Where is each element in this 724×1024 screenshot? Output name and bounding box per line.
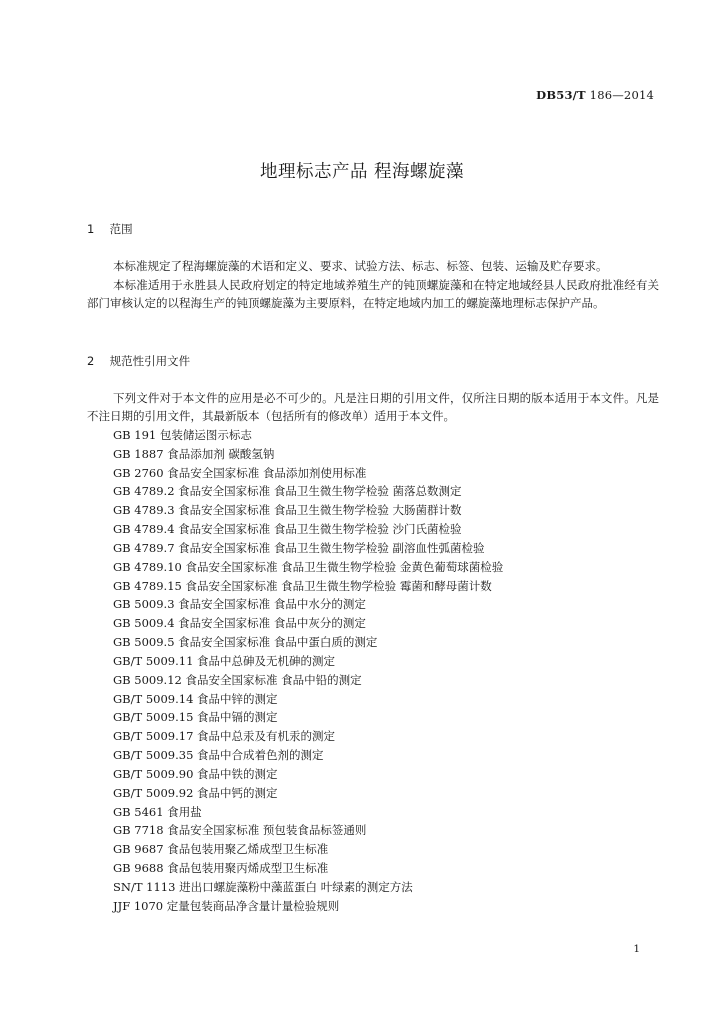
page-number: 1: [633, 943, 640, 955]
reference-item: GB 5009.12 食品安全国家标准 食品中铅的测定: [113, 672, 362, 687]
document-code-number: 186—2014: [589, 88, 654, 102]
reference-item: GB 4789.3 食品安全国家标准 食品卫生微生物学检验 大肠菌群计数: [113, 503, 462, 518]
section-1-title: 范围: [109, 222, 133, 236]
reference-item: GB 5461 食用盐: [113, 804, 202, 819]
document-code-prefix: DB53/T: [536, 88, 586, 102]
reference-item: JJF 1070 定量包装商品净含量计量检验规则: [113, 898, 340, 913]
reference-item: GB 5009.3 食品安全国家标准 食品中水分的测定: [113, 597, 366, 612]
reference-item: GB/T 5009.14 食品中锌的测定: [113, 691, 278, 706]
reference-item: SN/T 1113 进出口螺旋藻粉中藻蓝蛋白 叶绿素的测定方法: [113, 879, 413, 894]
section-1-heading: [87, 221, 133, 237]
reference-item: GB/T 5009.15 食品中镉的测定: [113, 710, 278, 725]
reference-item: GB 4789.4 食品安全国家标准 食品卫生微生物学检验 沙门氏菌检验: [113, 522, 462, 537]
section-2-number: 2: [87, 354, 95, 368]
reference-item: GB 4789.10 食品安全国家标准 食品卫生微生物学检验 金黄色葡萄球菌检验: [113, 559, 504, 574]
reference-item: GB/T 5009.17 食品中总汞及有机汞的测定: [113, 729, 336, 744]
section-2-title: 规范性引用文件: [109, 354, 191, 368]
reference-item: GB 4789.7 食品安全国家标准 食品卫生微生物学检验 副溶血性弧菌检验: [113, 540, 485, 555]
reference-item: GB/T 5009.90 食品中铁的测定: [113, 766, 278, 781]
reference-item: GB 1887 食品添加剂 碳酸氢钠: [113, 446, 275, 461]
reference-item: GB/T 5009.92 食品中钙的测定: [113, 785, 278, 800]
reference-item: GB 4789.15 食品安全国家标准 食品卫生微生物学检验 霉菌和酵母菌计数: [113, 578, 492, 593]
reference-item: GB 191 包装储运图示标志: [113, 428, 252, 442]
section-2-intro: 下列文件对于本文件的应用是必不可少的。凡是注日期的引用文件，仅所注日期的版本适用于本文件。凡是不注日期的引用文件，其最新版本（包括所有的修改单）适用于本文件。: [87, 391, 659, 424]
document-code: [536, 88, 654, 102]
section-1-paragraph-2: 本标准适用于永胜县人民政府划定的特定地域养殖生产的钝顶螺旋藻和在特定地域经县人民政府批准经有关部门审核认定的以程海生产的钝顶螺旋藻为主要原料，在特定地域内加工的螺旋藻地理标志保护产品。: [87, 278, 659, 311]
reference-item: GB 7718 食品安全国家标准 预包装食品标签通则: [113, 823, 367, 838]
section-1-paragraph-1: 本标准规定了程海螺旋藻的术语和定义、要求、试验方法、标志、标签、包装、运输及贮存要求。: [113, 259, 608, 273]
document-title: 地理标志产品 程海螺旋藻: [259, 162, 465, 182]
reference-item: GB 5009.4 食品安全国家标准 食品中灰分的测定: [113, 616, 366, 631]
reference-item: GB 5009.5 食品安全国家标准 食品中蛋白质的测定: [113, 635, 378, 650]
reference-item: GB 9687 食品包装用聚乙烯成型卫生标准: [113, 842, 329, 857]
reference-item: GB/T 5009.11 食品中总砷及无机砷的测定: [113, 653, 336, 668]
reference-item: GB 2760 食品安全国家标准 食品添加剂使用标准: [113, 465, 367, 480]
reference-item: GB/T 5009.35 食品中合成着色剂的测定: [113, 748, 324, 763]
section-1-number: 1: [87, 222, 95, 236]
reference-item: GB 4789.2 食品安全国家标准 食品卫生微生物学检验 菌落总数测定: [113, 484, 462, 499]
section-2-heading: [87, 353, 190, 369]
reference-list: [113, 426, 503, 916]
reference-item: GB 9688 食品包装用聚丙烯成型卫生标准: [113, 861, 329, 876]
